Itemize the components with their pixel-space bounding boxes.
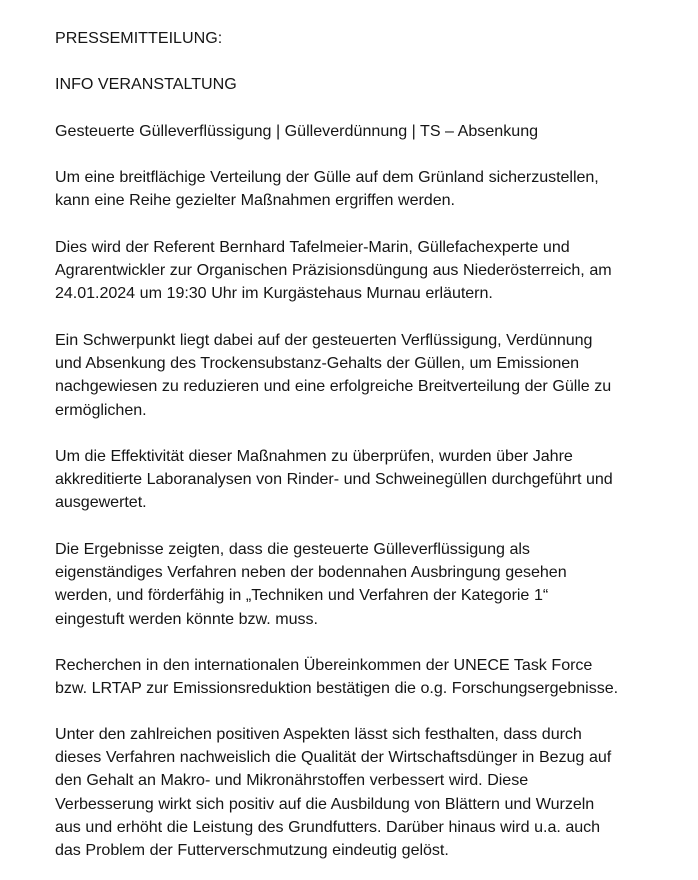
paragraph-line: Recherchen in den internationalen Übereinkommen der UNECE Task Force bbox=[55, 656, 593, 674]
paragraph-analysis bbox=[55, 445, 680, 515]
paragraph-line: aus und erhöht die Leistung des Grundfutters. Darüber hinaus wird u.a. auch bbox=[55, 817, 601, 836]
paragraph-line: ermöglichen. bbox=[55, 400, 147, 419]
paragraph-research bbox=[55, 654, 680, 700]
paragraph-line: dieses Verfahren nachweislich die Qualität der Wirtschaftsdünger in Bezug auf bbox=[55, 748, 612, 767]
paragraph-focus bbox=[55, 329, 680, 422]
paragraph-line: kann eine Reihe gezielter Maßnahmen ergriffen werden. bbox=[55, 191, 455, 210]
press-release-label: PRESSEMITTEILUNG: bbox=[55, 29, 223, 47]
paragraph-intro bbox=[55, 166, 680, 212]
paragraph-results bbox=[55, 538, 680, 631]
event-title: INFO VERANSTALTUNG bbox=[55, 75, 237, 93]
paragraph-line: akkreditierte Laboranalysen von Rinder- und Schweinegüllen durchgeführt und bbox=[55, 470, 613, 489]
event-subtitle: Gesteuerte Gülleverflüssigung | Gülleverdünnung | TS – Absenkung bbox=[55, 122, 539, 140]
paragraph-line: Die Ergebnisse zeigten, dass die gesteuerte Gülleverflüssigung als bbox=[55, 540, 530, 558]
paragraph-line: Ein Schwerpunkt liegt dabei auf der gesteuerten Verflüssigung, Verdünnung bbox=[55, 331, 593, 349]
paragraph-line: eigenständiges Verfahren neben der bodennahen Ausbringung gesehen bbox=[55, 563, 567, 582]
paragraph-line: das Problem der Futterverschmutzung eindeutig gelöst. bbox=[55, 841, 449, 860]
paragraph-line: bzw. LRTAP zur Emissionsreduktion bestätigen die o.g. Forschungsergebnisse. bbox=[55, 679, 619, 698]
paragraph-line: Dies wird der Referent Bernhard Tafelmeier-Marin, Güllefachexperte und bbox=[55, 238, 570, 256]
paragraph-line: den Gehalt an Makro- und Mikronährstoffen verbessert wird. Diese bbox=[55, 771, 529, 790]
paragraph-speaker bbox=[55, 236, 680, 306]
paragraph-line: Verbesserung wirkt sich positiv auf die Ausbildung von Blättern und Wurzeln bbox=[55, 794, 595, 813]
paragraph-line: Agrarentwickler zur Organischen Präzisionsdüngung aus Niederösterreich, am bbox=[55, 261, 612, 280]
paragraph-line: werden, und förderfähig in „Techniken und Verfahren der Kategorie 1“ bbox=[55, 586, 549, 605]
paragraph-line: Um eine breitflächige Verteilung der Gülle auf dem Grünland sicherzustellen, bbox=[55, 168, 599, 186]
paragraph-line: Um die Effektivität dieser Maßnahmen zu überprüfen, wurden über Jahre bbox=[55, 447, 573, 465]
paragraph-line: und Absenkung des Trockensubstanz-Gehalts der Güllen, um Emissionen bbox=[55, 354, 580, 373]
paragraph-line: eingestuft werden könnte bzw. muss. bbox=[55, 609, 318, 628]
paragraph-benefits bbox=[55, 723, 680, 862]
paragraph-line: ausgewertet. bbox=[55, 493, 147, 512]
paragraph-line: 24.01.2024 um 19:30 Uhr im Kurgästehaus Murnau erläutern. bbox=[55, 284, 493, 303]
paragraph-line: Unter den zahlreichen positiven Aspekten lässt sich festhalten, dass durch bbox=[55, 725, 582, 743]
paragraph-line: nachgewiesen zu reduzieren und eine erfolgreiche Breitverteilung der Gülle zu bbox=[55, 377, 612, 396]
